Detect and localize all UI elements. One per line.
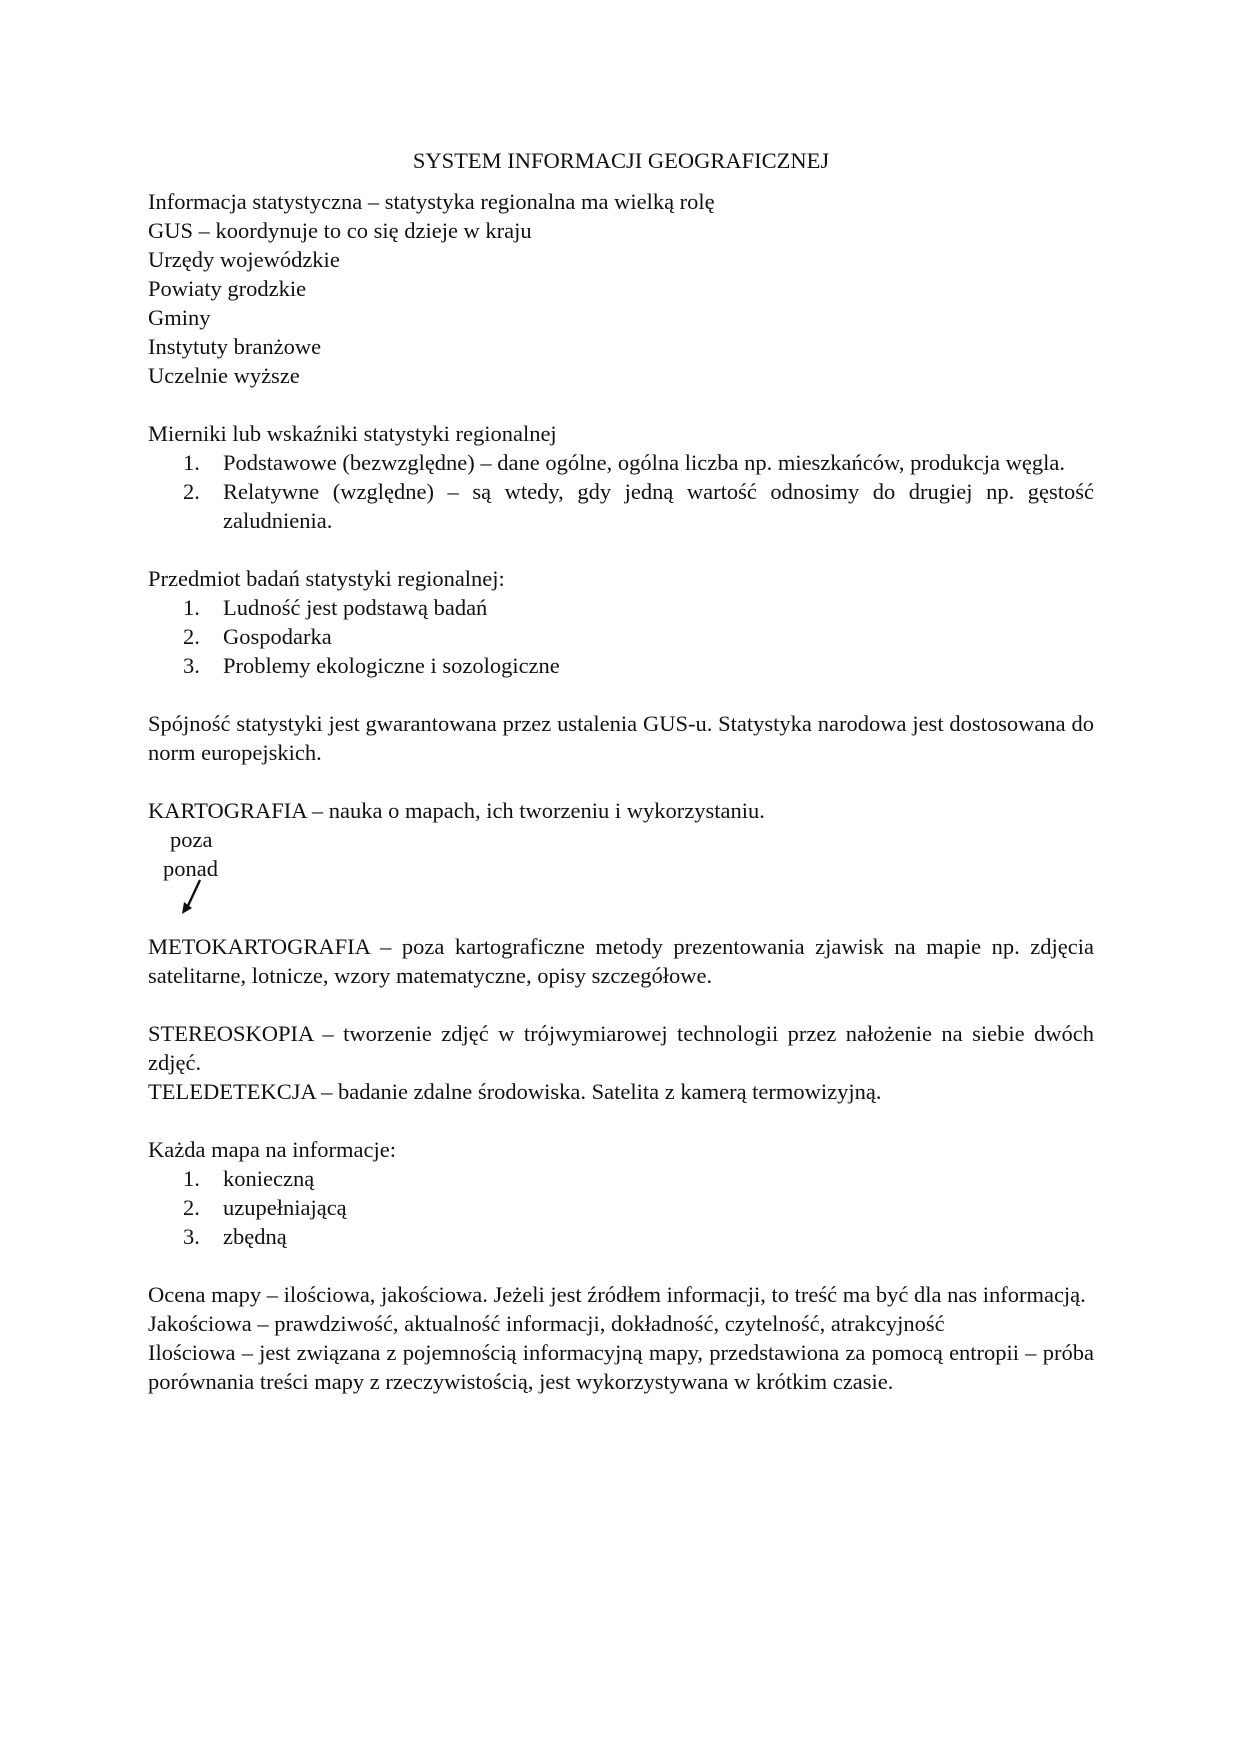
evaluation-paragraph: Jakościowa – prawdziwość, aktualność informacji, dokładność, czytelność, atrakcyjność: [148, 1311, 945, 1336]
annotation-poza: poza: [170, 827, 213, 852]
list-text: Ludność jest podstawą badań: [223, 595, 488, 620]
list-item: [148, 477, 1094, 535]
list-item: [148, 593, 1094, 622]
evaluation-paragraph: Ocena mapy – ilościowa, jakościowa. Jeżeli jest źródłem informacji, to treść ma być dla nas informacją.: [148, 1282, 1086, 1307]
source-line: GUS – koordynuje to co się dzieje w kraju: [148, 218, 532, 243]
coherence-paragraph: Spójność statystyki jest gwarantowana przez ustalenia GUS-u. Statystyka narodowa jest dostosowana do norm europejskich.: [148, 711, 1094, 765]
source-line: Gminy: [148, 305, 211, 330]
arrow-down-left-icon: [180, 878, 204, 916]
subject-list: [148, 593, 1094, 680]
list-number: 3.: [183, 1224, 200, 1249]
source-line: Urzędy wojewódzkie: [148, 247, 340, 272]
list-item: [148, 622, 1094, 651]
map-info-section: [148, 1135, 1094, 1251]
source-line: Informacja statystyczna – statystyka regionalna ma wielką rolę: [148, 189, 715, 214]
list-item: [148, 1222, 1094, 1251]
source-line: Instytuty branżowe: [148, 334, 322, 359]
list-number: 3.: [183, 653, 200, 678]
source-line: Powiaty grodzkie: [148, 276, 307, 301]
list-text: uzupełniającą: [223, 1195, 347, 1220]
list-text: Gospodarka: [223, 624, 332, 649]
evaluation-paragraph: Ilościowa – jest związana z pojemnością informacyjną mapy, przedstawiona za pomocą entropii – próba porównania treści mapy z rzeczywistością, jest wykorzystywana w krótkim czasie.: [148, 1340, 1094, 1394]
list-text: Podstawowe (bezwzględne) – dane ogólne, ogólna liczba np. mieszkańców, produkcja węgla.: [223, 450, 1066, 475]
list-text: zbędną: [223, 1224, 287, 1249]
list-number: 1.: [183, 1166, 200, 1191]
list-text: Relatywne (względne) – są wtedy, gdy jedną wartość odnosimy do drugiej np. gęstość zaludnienia.: [223, 479, 1094, 533]
list-item: [148, 448, 1094, 477]
subject-heading: Przedmiot badań statystyki regionalnej:: [148, 566, 505, 591]
list-number: 1.: [183, 595, 200, 620]
cartography-paragraph: KARTOGRAFIA – nauka o mapach, ich tworzeniu i wykorzystaniu.: [148, 798, 765, 823]
measures-heading: Mierniki lub wskaźniki statystyki regionalnej: [148, 421, 557, 446]
list-number: 2.: [183, 1195, 200, 1220]
list-item: [148, 1193, 1094, 1222]
list-number: 1.: [183, 450, 200, 475]
metocartography-paragraph: METOKARTOGRAFIA – poza kartograficzne metody prezentowania zjawisk na mapie np. zdjęcia satelitarne, lotnicze, wzory matematyczne, opisy szczegółowe.: [148, 934, 1094, 988]
source-line: Uczelnie wyższe: [148, 363, 300, 388]
map-info-heading: Każda mapa na informacje:: [148, 1137, 396, 1162]
page-title: SYSTEM INFORMACJI GEOGRAFICZNEJ: [412, 148, 830, 173]
teledetection-paragraph: TELEDETEKCJA – badanie zdalne środowiska. Satelita z kamerą termowizyjną.: [148, 1079, 882, 1104]
measures-list: [148, 448, 1094, 535]
stereoscopy-paragraph: STEREOSKOPIA – tworzenie zdjęć w trójwymiarowej technologii przez nałożenie na siebie dwóch zdjęć.: [148, 1021, 1094, 1075]
evaluation-section: [148, 1280, 1094, 1396]
handwritten-annotation: [148, 825, 1094, 932]
list-text: konieczną: [223, 1166, 315, 1191]
map-info-list: [148, 1164, 1094, 1251]
document-body: [148, 146, 1094, 1396]
list-item: [148, 651, 1094, 680]
list-number: 2.: [183, 624, 200, 649]
measures-section: [148, 419, 1094, 535]
annotation-ponad: ponad: [163, 856, 218, 881]
list-number: 2.: [183, 479, 200, 504]
list-text: Problemy ekologiczne i sozologiczne: [223, 653, 560, 678]
subject-section: [148, 564, 1094, 680]
sources-list: [148, 187, 1094, 390]
list-item: [148, 1164, 1094, 1193]
